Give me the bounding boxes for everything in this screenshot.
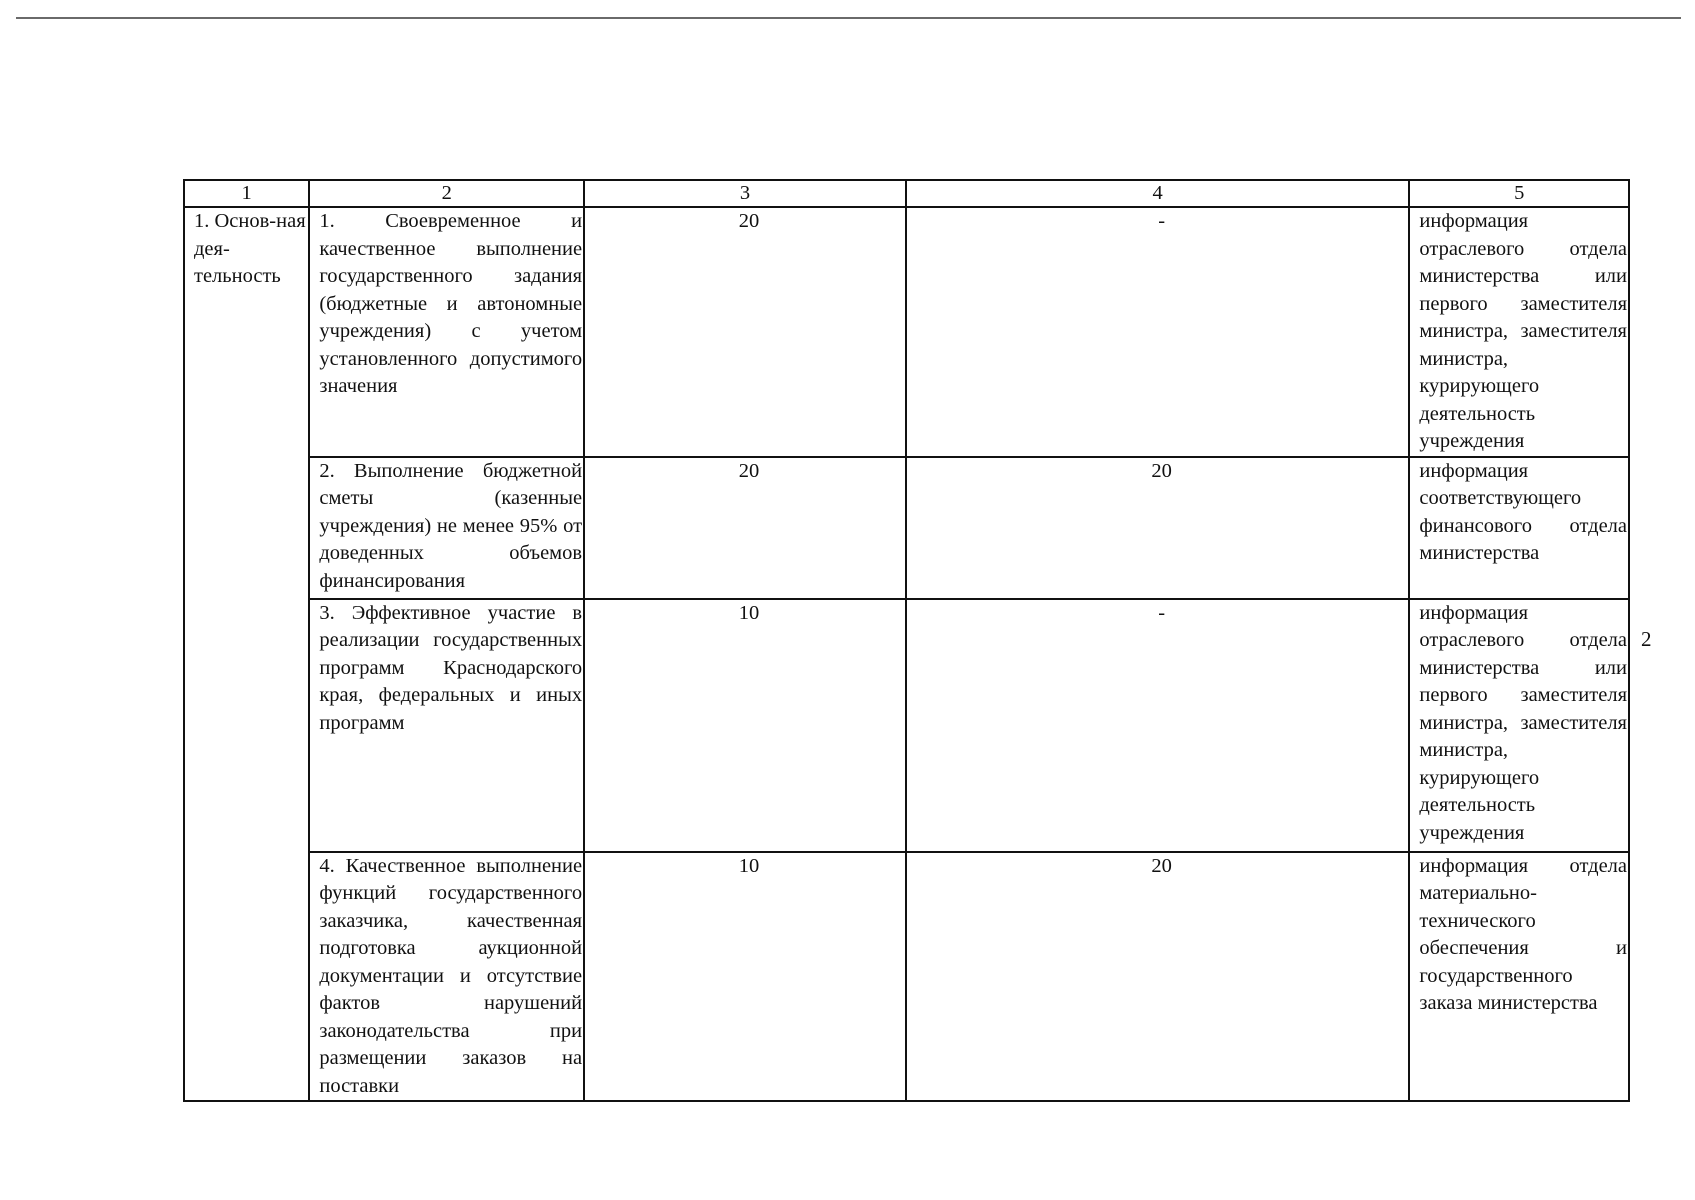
- table-row: [184, 457, 1629, 599]
- col4-value-cell: -: [906, 599, 1409, 852]
- criterion-cell: 4. Качественное выполнение функций государственного заказчика, качественная подготовка аукционной документации и отсутствие фактов нарушений законодательства при размещении заказов на поставки: [309, 852, 584, 1102]
- section-cell: 1. Основ-ная дея-тельность: [184, 207, 309, 1101]
- col3-value-cell: 10: [584, 852, 906, 1102]
- page-number: 2: [1641, 627, 1652, 651]
- header-cell-2: 2: [309, 180, 584, 207]
- criteria-table: [183, 179, 1630, 1102]
- col3-value-cell: 10: [584, 599, 906, 852]
- header-row: [184, 180, 1629, 207]
- col4-value-cell: 20: [906, 852, 1409, 1102]
- criterion-cell: 3. Эффективное участие в реализации государственных программ Краснодарского края, федеральных и иных программ: [309, 599, 584, 852]
- header-cell-3: 3: [584, 180, 906, 207]
- col3-value-cell: 20: [584, 207, 906, 457]
- top-rule: [16, 17, 1681, 19]
- source-cell: информация отраслевого отдела министерства или первого заместителя министра, заместителя министра, курирующего деятельность учреждения: [1409, 207, 1629, 457]
- table-row: [184, 852, 1629, 1102]
- source-cell: информация отраслевого отдела министерства или первого заместителя министра, заместителя министра, курирующего деятельность учреждения: [1409, 599, 1629, 852]
- criterion-cell: 1. Своевременное и качественное выполнение государственного задания (бюджетные и автономные учреждения) с учетом установленного допустимого значения: [309, 207, 584, 457]
- table-row: [184, 207, 1629, 457]
- header-cell-1: 1: [184, 180, 309, 207]
- source-cell: информация отдела материально-технического обеспечения и государственного заказа министерства: [1409, 852, 1629, 1102]
- table-row: [184, 599, 1629, 852]
- col3-value-cell: 20: [584, 457, 906, 599]
- col4-value-cell: -: [906, 207, 1409, 457]
- header-cell-4: 4: [906, 180, 1409, 207]
- criterion-cell: 2. Выполнение бюджетной сметы (казенные учреждения) не менее 95% от доведенных объемов финансирования: [309, 457, 584, 599]
- header-cell-5: 5: [1409, 180, 1629, 207]
- source-cell: информация соответствующего финансового отдела министерства: [1409, 457, 1629, 599]
- col4-value-cell: 20: [906, 457, 1409, 599]
